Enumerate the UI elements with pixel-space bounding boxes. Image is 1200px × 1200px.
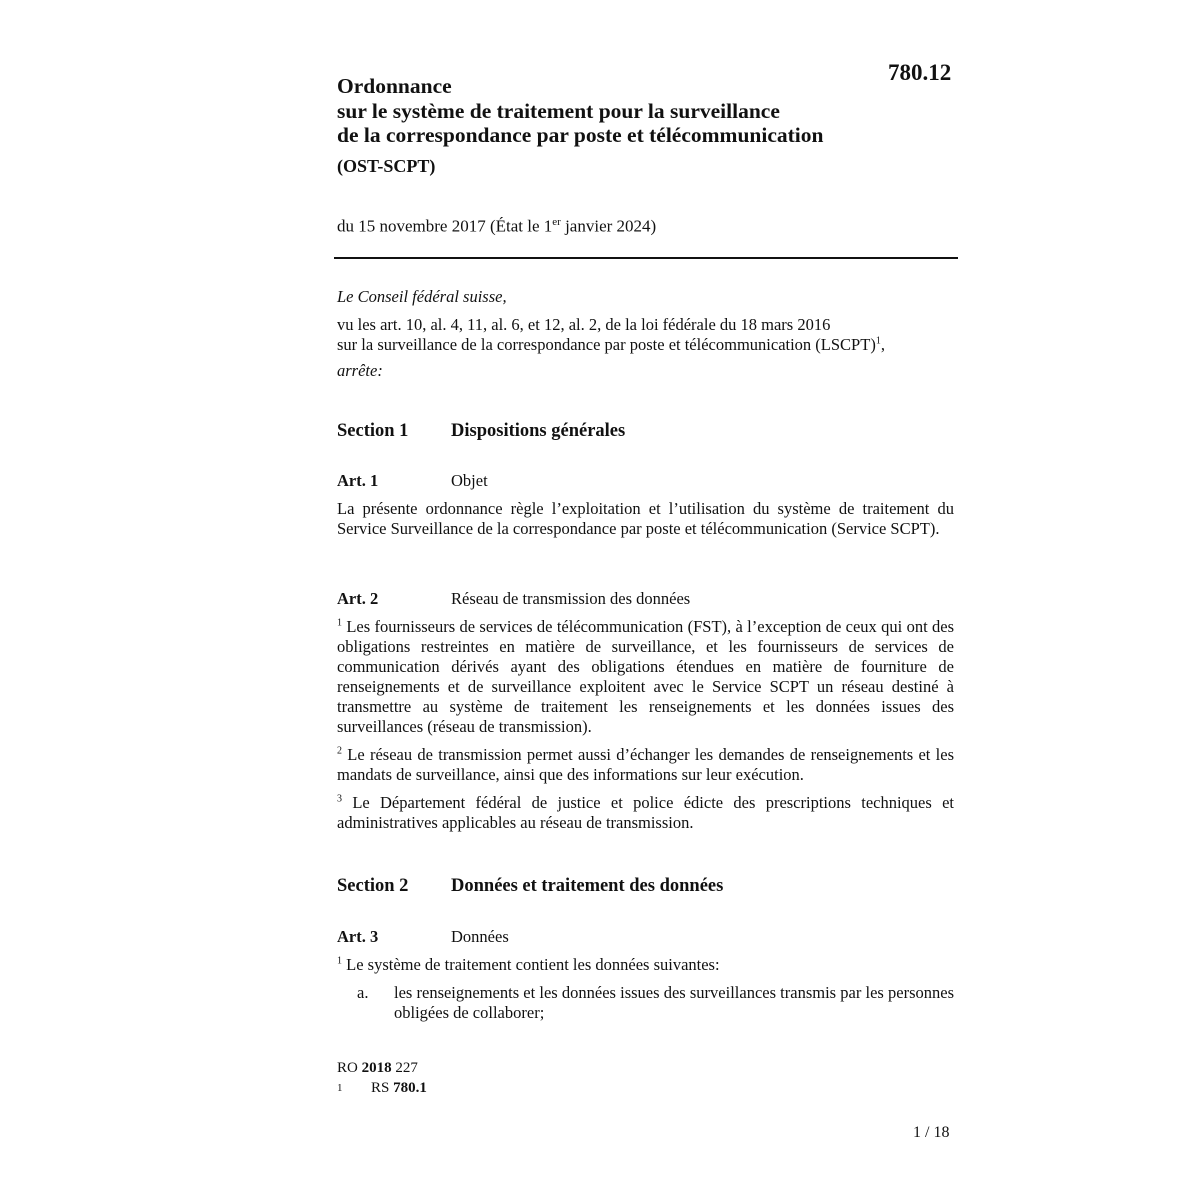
section-heading-2 bbox=[337, 876, 723, 897]
list-marker: a. bbox=[357, 983, 369, 1002]
date-text: du 15 novembre 2017 (État le 1 bbox=[337, 216, 553, 236]
list-item-text: les renseignements et les données issues des surveillances transmis par les personnes obligées de collaborer; bbox=[394, 983, 954, 1022]
section-label: Section 1 bbox=[337, 421, 409, 441]
article-number: Art. 3 bbox=[337, 927, 379, 946]
section-label: Section 2 bbox=[337, 876, 409, 896]
preamble-authority: Le Conseil fédéral suisse, bbox=[337, 287, 507, 306]
preamble-decree: arrête: bbox=[337, 361, 383, 380]
footnote-sr-number: 780.1 bbox=[393, 1080, 427, 1096]
footnote-marker: 1 bbox=[337, 1082, 343, 1094]
title-line-2: sur le système de traitement pour la surveillance bbox=[337, 98, 780, 123]
section-title: Données et traitement des données bbox=[451, 876, 724, 896]
basis-text: sur la surveillance de la correspondance par poste et télécommunication (LSCPT) bbox=[337, 335, 876, 354]
article-title: Réseau de transmission des données bbox=[451, 589, 691, 608]
article-number: Art. 1 bbox=[337, 471, 379, 490]
section-heading-1 bbox=[337, 421, 625, 442]
section-title: Dispositions générales bbox=[451, 421, 626, 441]
article-heading-3 bbox=[337, 927, 509, 947]
basis-end: , bbox=[880, 335, 885, 354]
footnotes bbox=[337, 1058, 427, 1098]
paragraph-number: 1 bbox=[337, 617, 342, 629]
article-3-paragraph-1 bbox=[337, 955, 954, 975]
date-superscript: er bbox=[552, 216, 561, 228]
article-title: Données bbox=[451, 927, 509, 946]
ro-prefix: RO bbox=[337, 1060, 358, 1076]
paragraph-text: Le réseau de transmission permet aussi d’échanger les demandes de renseignements et les mandats de surveillance, ainsi que des informations sur leur exécution. bbox=[337, 745, 954, 784]
article-number: Art. 2 bbox=[337, 589, 379, 608]
preamble-basis-line-1: vu les art. 10, al. 4, 11, al. 6, et 12, al. 2, de la loi fédérale du 18 mars 2016 bbox=[337, 315, 831, 334]
title-line-1: Ordonnance bbox=[337, 74, 452, 98]
article-2-paragraph-2 bbox=[337, 745, 954, 785]
paragraph-number: 3 bbox=[337, 793, 342, 805]
footnote-1 bbox=[337, 1078, 427, 1098]
ro-page: 227 bbox=[395, 1060, 418, 1076]
document-date bbox=[337, 216, 656, 237]
date-text-end: janvier 2024) bbox=[560, 216, 657, 236]
paragraph-text: Les fournisseurs de services de télécommunication (FST), à l’exception de ceux qui ont des obligations restreintes en matière de surveillance, et les fournisseurs de services de communication dérivés ayant des obligations étendues en matière de fourniture de renseignements et de surveillance exploitent avec le Service SCPT un réseau destiné à transmettre au système de traitement les renseignements et les données issues des surveillances (réseau de transmission). bbox=[337, 617, 954, 736]
footnote-prefix: RS bbox=[371, 1080, 390, 1096]
footnote-reference-link[interactable]: 1 bbox=[875, 335, 881, 347]
paragraph-number: 1 bbox=[337, 955, 342, 967]
title-abbreviation: (OST-SCPT) bbox=[337, 155, 436, 176]
title-line-3: de la correspondance par poste et télécommunication bbox=[337, 123, 824, 147]
document-number: 780.12 bbox=[888, 60, 952, 85]
article-title: Objet bbox=[451, 471, 488, 490]
page-number: 1 / 18 bbox=[913, 1124, 950, 1141]
paragraph-number: 2 bbox=[337, 745, 342, 757]
document-title bbox=[337, 74, 957, 178]
paragraph-text: Le Département fédéral de justice et police édicte des prescriptions techniques et administratives applicables au réseau de transmission. bbox=[337, 793, 955, 832]
preamble-basis-line-2 bbox=[337, 335, 954, 355]
ro-year: 2018 bbox=[361, 1060, 392, 1076]
article-1-paragraph: La présente ordonnance règle l’exploitation et l’utilisation du système de traitement du Service Surveillance de la correspondance par poste et télécommunication (Service SCPT). bbox=[337, 499, 954, 538]
article-heading-2 bbox=[337, 589, 690, 609]
article-heading-1 bbox=[337, 471, 488, 491]
official-compilation-reference bbox=[337, 1058, 427, 1078]
article-2-paragraph-1 bbox=[337, 617, 954, 737]
header-divider bbox=[334, 257, 958, 259]
article-2-paragraph-3 bbox=[337, 793, 954, 833]
paragraph-text: Le système de traitement contient les données suivantes: bbox=[346, 955, 720, 974]
preamble bbox=[337, 287, 954, 381]
list-item bbox=[357, 983, 954, 1023]
